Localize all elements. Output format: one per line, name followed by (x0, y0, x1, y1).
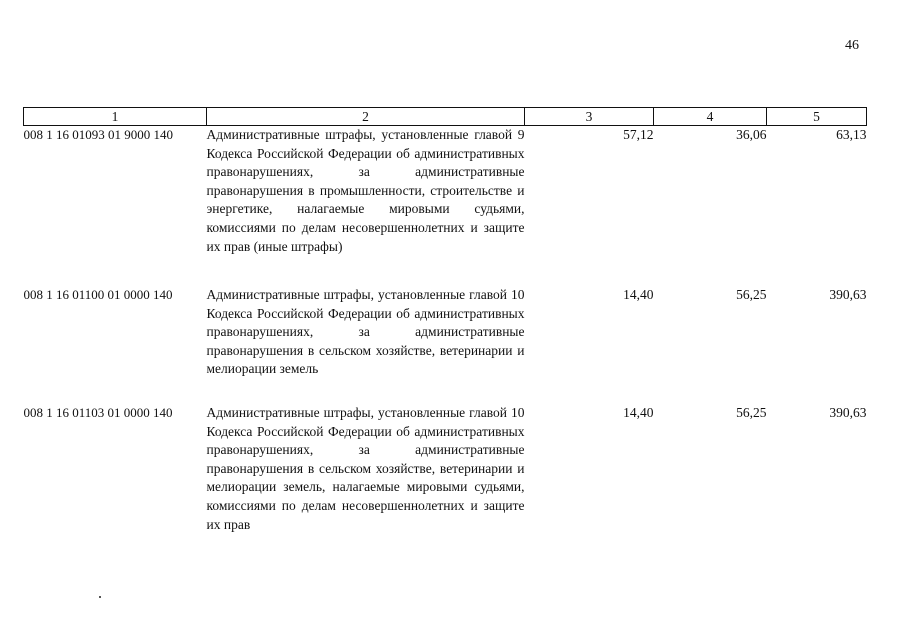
value-col3-cell: 14,40 (623, 287, 654, 302)
budget-code-cell: 008 1 16 01103 01 0000 140 (23, 405, 173, 420)
description-cell: Административные штрафы, установленные главой 9 Кодекса Российской Федерации об административных правонарушениях, за административные правонарушения в промышленности, строительстве и энергетике, налагаемые мировыми судьями, комиссиями по делам несовершеннолетних и защите их прав (иные штрафы) (206, 127, 525, 254)
column-header-5: 5 (767, 108, 867, 126)
value-col3-cell: 14,40 (623, 405, 654, 420)
column-header-1: 1 (24, 108, 207, 126)
scan-speck (99, 596, 101, 598)
value-col4-cell: 56,25 (736, 287, 767, 302)
table-row (24, 126, 867, 287)
budget-code-cell: 008 1 16 01100 01 0000 140 (23, 287, 173, 302)
column-header-2: 2 (207, 108, 525, 126)
budget-table (23, 107, 867, 534)
value-col3-cell: 57,12 (623, 127, 654, 142)
budget-code-cell: 008 1 16 01093 01 9000 140 (23, 127, 173, 142)
value-col4-cell: 56,25 (736, 405, 767, 420)
table-row (24, 286, 867, 404)
value-col5-cell: 390,63 (829, 405, 867, 420)
column-header-4: 4 (654, 108, 767, 126)
value-col4-cell: 36,06 (736, 127, 767, 142)
description-cell: Административные штрафы, установленные главой 10 Кодекса Российской Федерации об административных правонарушениях, за административные правонарушения в сельском хозяйстве, ветеринарии и мелиорации земель (206, 287, 525, 377)
column-header-3: 3 (525, 108, 654, 126)
page-number: 46 (845, 38, 859, 53)
value-col5-cell: 390,63 (829, 287, 867, 302)
table-row (24, 404, 867, 534)
value-col5-cell: 63,13 (836, 127, 867, 142)
table-header-row (24, 108, 867, 126)
description-cell: Административные штрафы, установленные главой 10 Кодекса Российской Федерации об административных правонарушениях, за административные правонарушения в сельском хозяйстве, ветеринарии и мелиорации земель, налагаемые мировыми судьями, комиссиями по делам несовершеннолетних и защите их прав (206, 405, 525, 532)
